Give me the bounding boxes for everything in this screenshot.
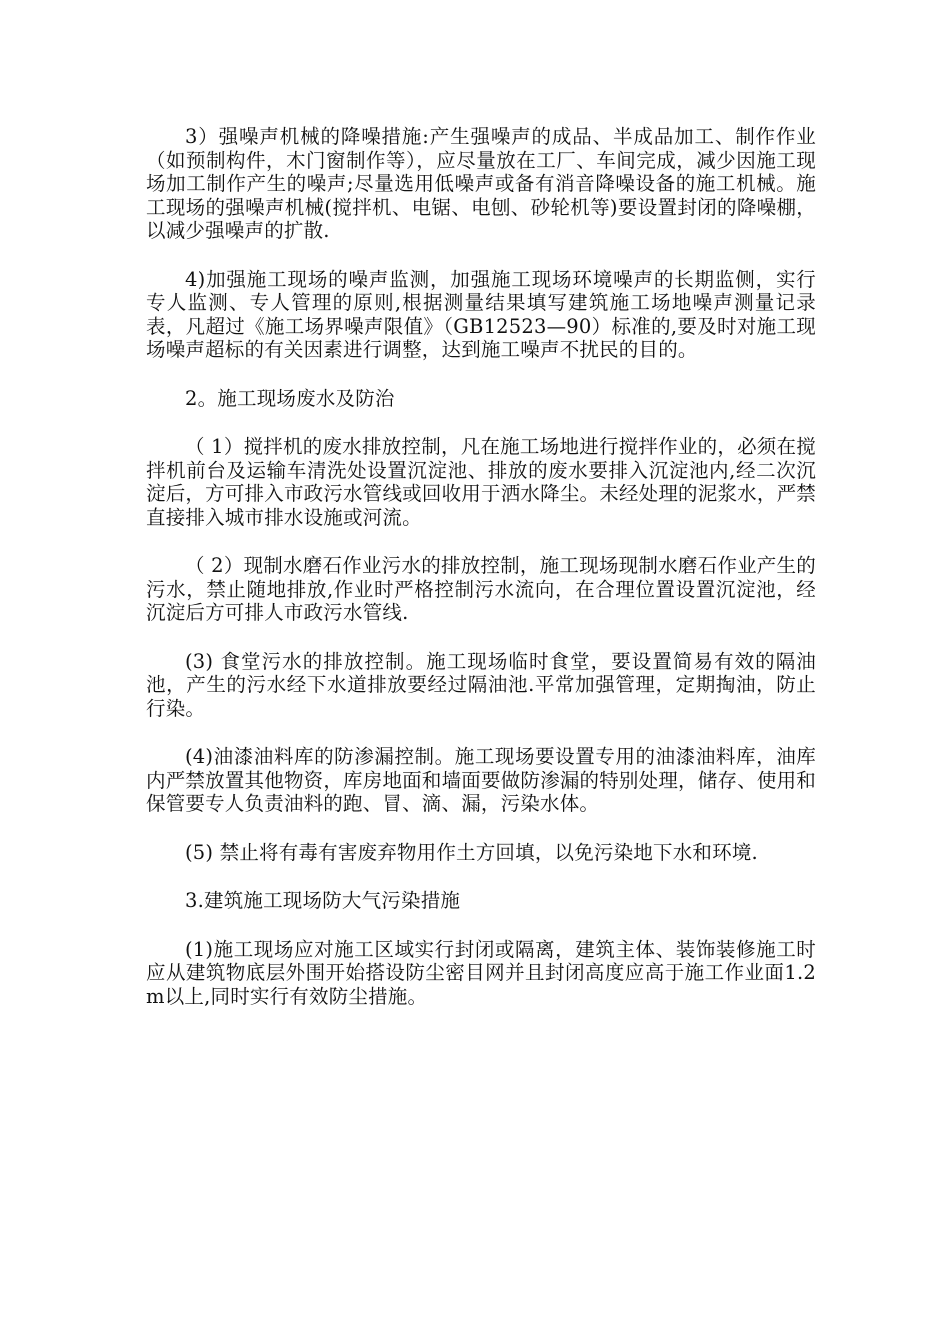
- paragraph-toxic-waste: (5) 禁止将有毒有害废弃物用作土方回填，以免污染地下水和环境.: [185, 840, 758, 864]
- paragraph-noise-machinery: 3）强噪声机械的降噪措施:产生强噪声的成品、半成品加工、制作作业（如预制构件，木门窗制作等），应尽量放在工厂、车间完成，减少因施工现场加工制作产生的噪声;尽量选用低噪声或备有消音降噪设备的施工机械。施工现场的强噪声机械(搅拌机、电锯、电刨、砂轮机等)要设置封闭的降噪棚，以减少强噪声的扩散.: [146, 125, 816, 242]
- paragraph-mixer-wastewater: （ 1）搅拌机的废水排放控制，凡在施工场地进行搅拌作业的，必须在搅拌机前台及运输车清洗处设置沉淀池、排放的废水要排入沉淀池内,经二次沉淀后，方可排入市政污水管线或回收用于洒水降尘。未经处理的泥浆水，严禁直接排入城市排水设施或河流。: [146, 435, 816, 529]
- paragraph-site-enclosure: (1)施工现场应对施工区域实行封闭或隔离，建筑主体、装饰装修施工时应从建筑物底层外围开始搭设防尘密目网并且封闭高度应高于施工作业面1.2m以上,同时实行有效防尘措施。: [146, 937, 816, 1008]
- paragraph-terrazzo-wastewater: （ 2）现制水磨石作业污水的排放控制，施工现场现制水磨石作业产生的污水，禁止随地排放,作业时严格控制污水流向，在合理位置设置沉淀池，经沉淀后方可排人市政污水管线.: [146, 554, 816, 624]
- paragraph-canteen-wastewater: (3) 食堂污水的排放控制。施工现场临时食堂，要设置简易有效的隔油池，产生的污水经下水道排放要经过隔油池.平常加强管理，定期掏油，防止行染。: [146, 649, 816, 720]
- paragraph-noise-monitoring: 4)加强施工现场的噪声监测，加强施工现场环境噪声的长期监侧，实行专人监测、专人管理的原则,根据测量结果填写建筑施工场地噪声测量记录表，凡超过《施工场界噪声限值》（GB12523—90）标准的,要及时对施工现场噪声超标的有关因素进行调整，达到施工噪声不扰民的目的。: [146, 267, 816, 361]
- section-heading-wastewater: 2。施工现场废水及防治: [185, 386, 395, 410]
- document-body: [146, 125, 816, 1033]
- section-heading-air-pollution: 3.建筑施工现场防大气污染措施: [185, 889, 461, 912]
- paragraph-oil-storage: (4)油漆油料库的防渗漏控制。施工现场要设置专用的油漆油料库，油库内严禁放置其他物资，库房地面和墙面要做防渗漏的特别处理，储存、使用和保管要专人负责油料的跑、冒、滴、漏，污染水体。: [146, 745, 816, 815]
